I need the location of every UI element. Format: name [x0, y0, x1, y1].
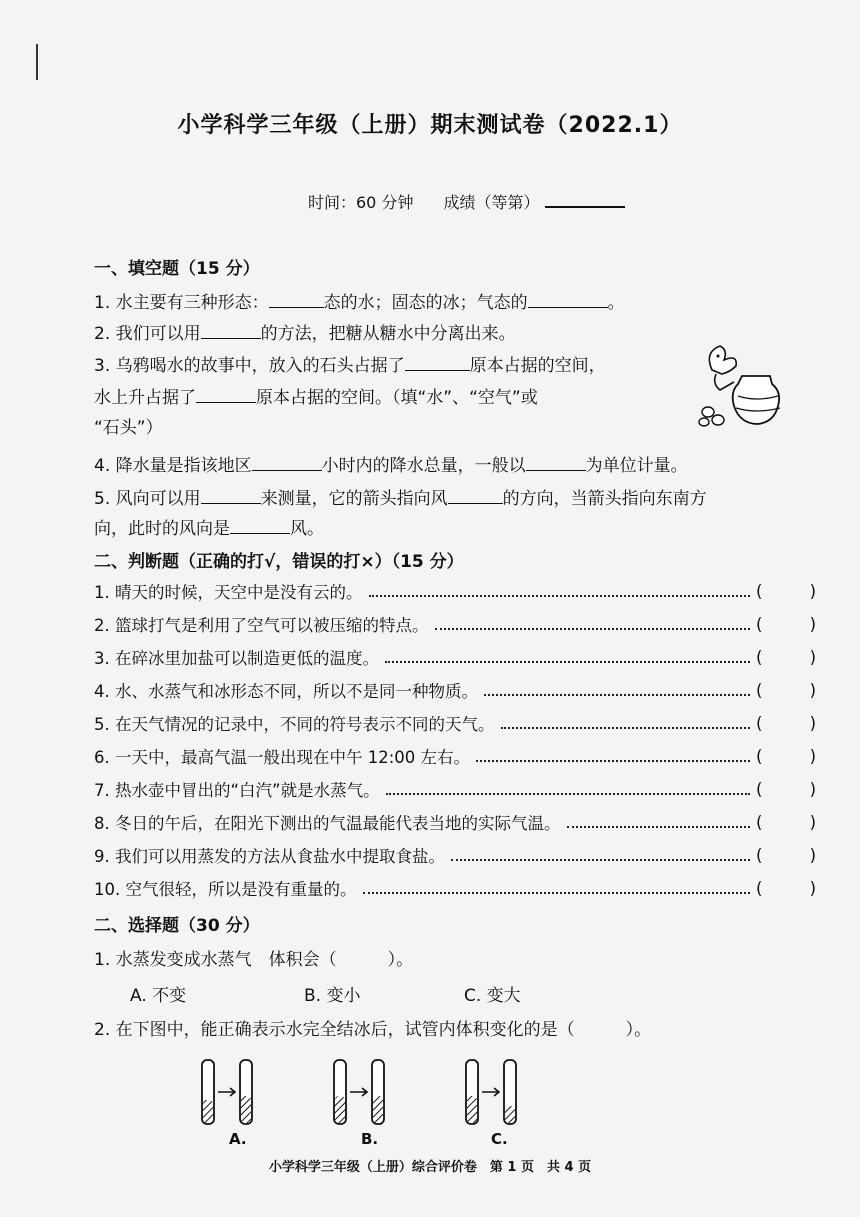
answer-blank[interactable]	[201, 322, 261, 339]
test-tube-icon	[334, 1060, 384, 1124]
fill-question-4: 4. 降水量是指该地区 小时内的降水总量，一般以 为单位计量。	[94, 456, 688, 476]
crow-pitcher-illustration	[694, 340, 790, 432]
page-footer: 小学科学三年级（上册）综合评价卷 第 1 页 共 4 页	[268, 1160, 592, 1175]
answer-blank[interactable]	[201, 487, 261, 504]
section-true-false-heading: 二、判断题（正确的打√，错误的打×）（15 分）	[94, 552, 464, 572]
answer-parentheses[interactable]: ( )	[756, 647, 816, 667]
choice-option-c[interactable]: C. 变大	[464, 986, 521, 1006]
diagram-label-b: B.	[361, 1130, 379, 1148]
answer-parentheses[interactable]: ( )	[756, 878, 816, 898]
true-false-item: 2. 篮球打气是利用了空气可以被压缩的特点。 ( )	[94, 614, 816, 635]
page-title: 小学科学三年级（上册）期末测试卷（2022.1）	[177, 113, 683, 138]
grade-label: 成绩（等第）	[443, 193, 540, 212]
answer-parentheses[interactable]: ( )	[756, 680, 816, 700]
answer-blank[interactable]	[269, 291, 324, 308]
scan-margin-mark	[36, 44, 38, 80]
test-tube-diagram	[190, 1052, 540, 1132]
answer-parentheses[interactable]: ( )	[756, 779, 816, 799]
answer-parentheses[interactable]: ( )	[756, 812, 816, 832]
answer-blank[interactable]	[405, 354, 470, 371]
answer-parentheses[interactable]: ( )	[756, 746, 816, 766]
true-false-item: 10. 空气很轻，所以是没有重量的。 ( )	[94, 878, 816, 899]
answer-blank[interactable]	[196, 386, 256, 403]
test-tube-icon	[466, 1060, 516, 1124]
diagram-label-c: C.	[491, 1130, 508, 1148]
fill-question-3-line3: “石头”）	[94, 418, 163, 438]
true-false-item: 9. 我们可以用蒸发的方法从食盐水中提取食盐。 ( )	[94, 845, 816, 866]
choice-question-1: 1. 水蒸发变成水蒸气 体积会（ ）。	[94, 950, 414, 970]
answer-blank[interactable]	[448, 487, 503, 504]
answer-blank[interactable]	[528, 291, 608, 308]
answer-parentheses[interactable]: ( )	[756, 614, 816, 634]
fill-question-1: 1. 水主要有三种形态： 态的水；固态的冰；气态的 。	[94, 293, 625, 313]
choice-option-a[interactable]: A. 不变	[130, 986, 187, 1006]
fill-question-2: 2. 我们可以用 的方法，把糖从糖水中分离出来。	[94, 324, 516, 344]
true-false-item: 8. 冬日的午后，在阳光下测出的气温最能代表当地的实际气温。 ( )	[94, 812, 816, 833]
answer-blank[interactable]	[526, 454, 586, 471]
exam-meta	[308, 190, 625, 213]
grade-blank[interactable]	[545, 192, 625, 208]
answer-parentheses[interactable]: ( )	[756, 581, 816, 601]
true-false-item: 5. 在天气情况的记录中，不同的符号表示不同的天气。 ( )	[94, 713, 816, 734]
time-label: 时间：60 分钟	[308, 193, 414, 212]
section-choice-heading: 二、选择题（30 分）	[94, 916, 260, 936]
fill-question-3-line2: 水上升占据了 原本占据的空间。（填“水”、“空气”或	[94, 388, 538, 408]
section-fill-blank-heading: 一、填空题（15 分）	[94, 259, 260, 279]
true-false-item: 3. 在碎冰里加盐可以制造更低的温度。 ( )	[94, 647, 816, 668]
answer-blank[interactable]	[230, 517, 290, 534]
true-false-item: 7. 热水壶中冒出的“白汽”就是水蒸气。 ( )	[94, 779, 816, 800]
choice-option-b[interactable]: B. 变小	[304, 986, 361, 1006]
fill-question-5-line1: 5. 风向可以用 来测量，它的箭头指向风 的方向，当箭头指向东南方	[94, 489, 707, 509]
true-false-item: 6. 一天中，最高气温一般出现在中午 12:00 左右。 ( )	[94, 746, 816, 767]
diagram-label-a: A.	[229, 1130, 247, 1148]
answer-parentheses[interactable]: ( )	[756, 713, 816, 733]
test-tube-icon	[202, 1060, 252, 1124]
choice-question-2: 2. 在下图中，能正确表示水完全结冰后，试管内体积变化的是（ ）。	[94, 1020, 652, 1040]
answer-parentheses[interactable]: ( )	[756, 845, 816, 865]
answer-blank[interactable]	[252, 454, 322, 471]
fill-question-3-line1: 3. 乌鸦喝水的故事中，放入的石头占据了 原本占据的空间，	[94, 356, 606, 376]
fill-question-5-line2: 向，此时的风向是 风。	[94, 519, 324, 539]
true-false-item: 1. 晴天的时候，天空中是没有云的。 ( )	[94, 581, 816, 602]
true-false-item: 4. 水、水蒸气和冰形态不同，所以不是同一种物质。 ( )	[94, 680, 816, 701]
